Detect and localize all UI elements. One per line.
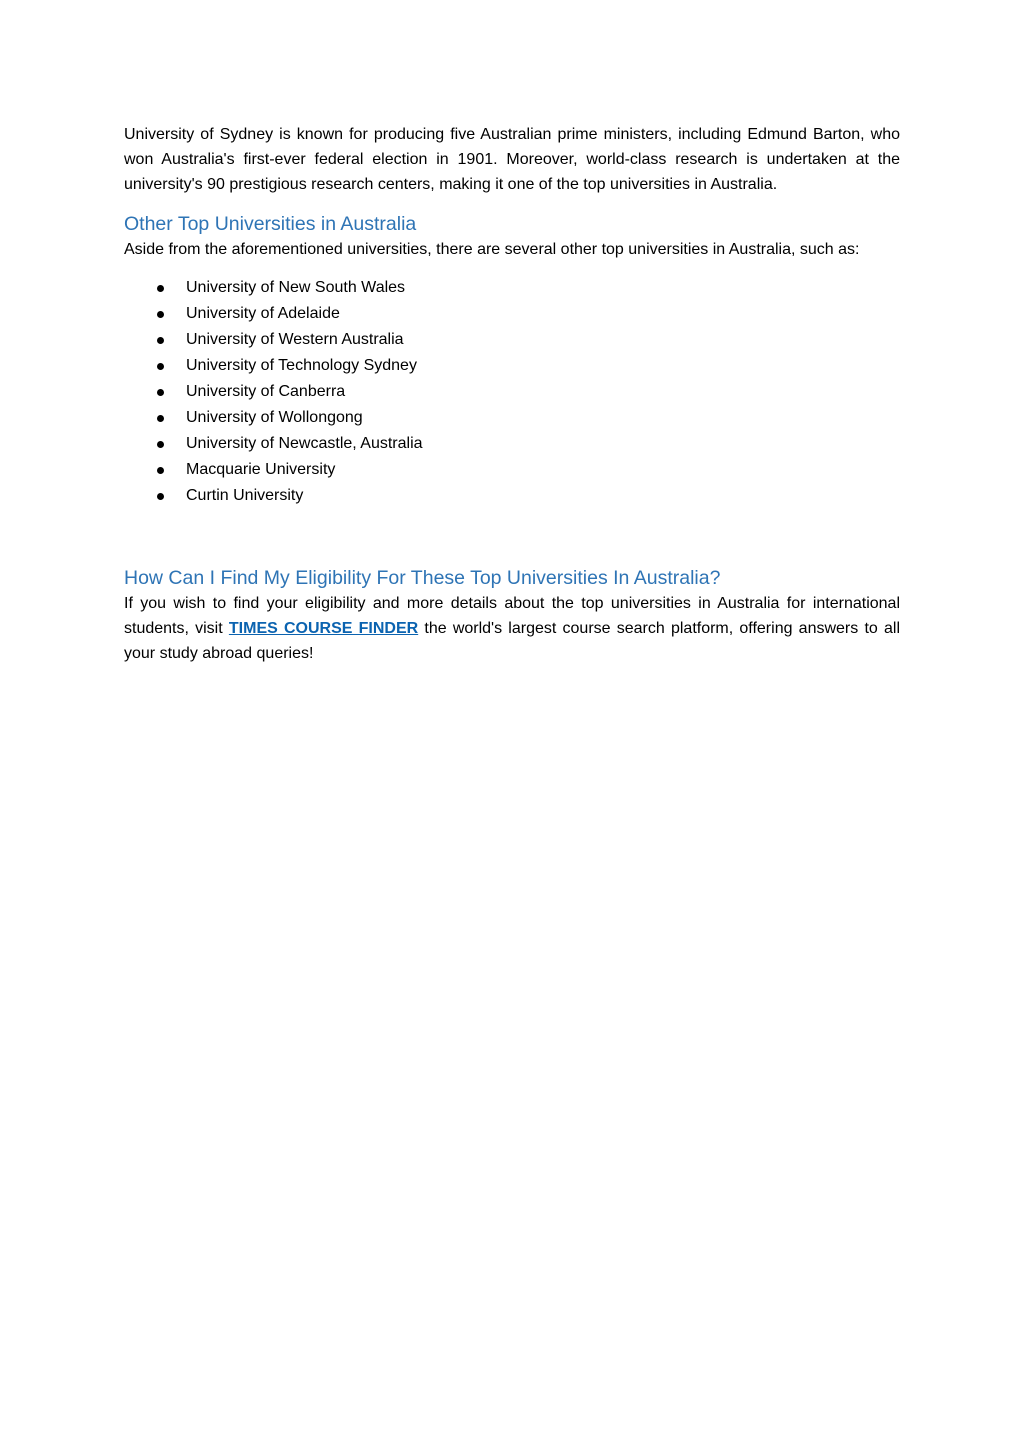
list-item [124,379,900,405]
university-list [124,275,900,509]
bullet-icon [157,467,164,474]
intro-paragraph: University of Sydney is known for producing five Australian prime ministers, including Edmund Barton, who won Australia's first-ever federal election in 1901. Moreover, world-class research is undertaken at the university's 90 prestigious research centers, making it one of the top universities in Australia. [124,126,900,193]
list-item-label: University of Adelaide [186,305,340,322]
other-universities-lead: Aside from the aforementioned universities, there are several other top universities in Australia, such as: [124,241,860,258]
bullet-icon [157,285,164,292]
bullet-icon [157,311,164,318]
list-item [124,327,900,353]
times-course-finder-link[interactable]: TIMES COURSE FINDER [228,620,419,637]
list-item-label: University of New South Wales [186,279,406,296]
list-item [124,457,900,483]
list-item [124,431,900,457]
bullet-icon [157,363,164,370]
list-item [124,405,900,431]
bullet-icon [157,389,164,396]
list-item-label: Macquarie University [186,461,336,478]
eligibility-text-after: the world's largest course search platform, offering answers to all your study abroad queries! [124,620,901,662]
list-item-label: University of Wollongong [186,409,363,426]
list-item-label: Curtin University [186,487,304,504]
document-page [124,122,900,666]
list-item [124,275,900,301]
bullet-icon [157,441,164,448]
list-item-label: University of Newcastle, Australia [186,435,423,452]
bullet-icon [157,337,164,344]
eligibility-heading: How Can I Find My Eligibility For These Top Universities In Australia? [124,567,721,589]
bullet-icon [157,415,164,422]
list-item [124,353,900,379]
list-item-label: University of Canberra [186,383,346,400]
list-item [124,483,900,509]
bullet-icon [157,493,164,500]
section-spacer [124,509,900,565]
other-universities-heading: Other Top Universities in Australia [124,213,417,235]
list-item-label: University of Western Australia [186,331,404,348]
eligibility-paragraph [124,591,900,666]
list-item [124,301,900,327]
list-item-label: University of Technology Sydney [186,357,417,374]
eligibility-text-before: If you wish to find your eligibility and more details about the top universities in Australia for international students, visit [124,595,900,637]
